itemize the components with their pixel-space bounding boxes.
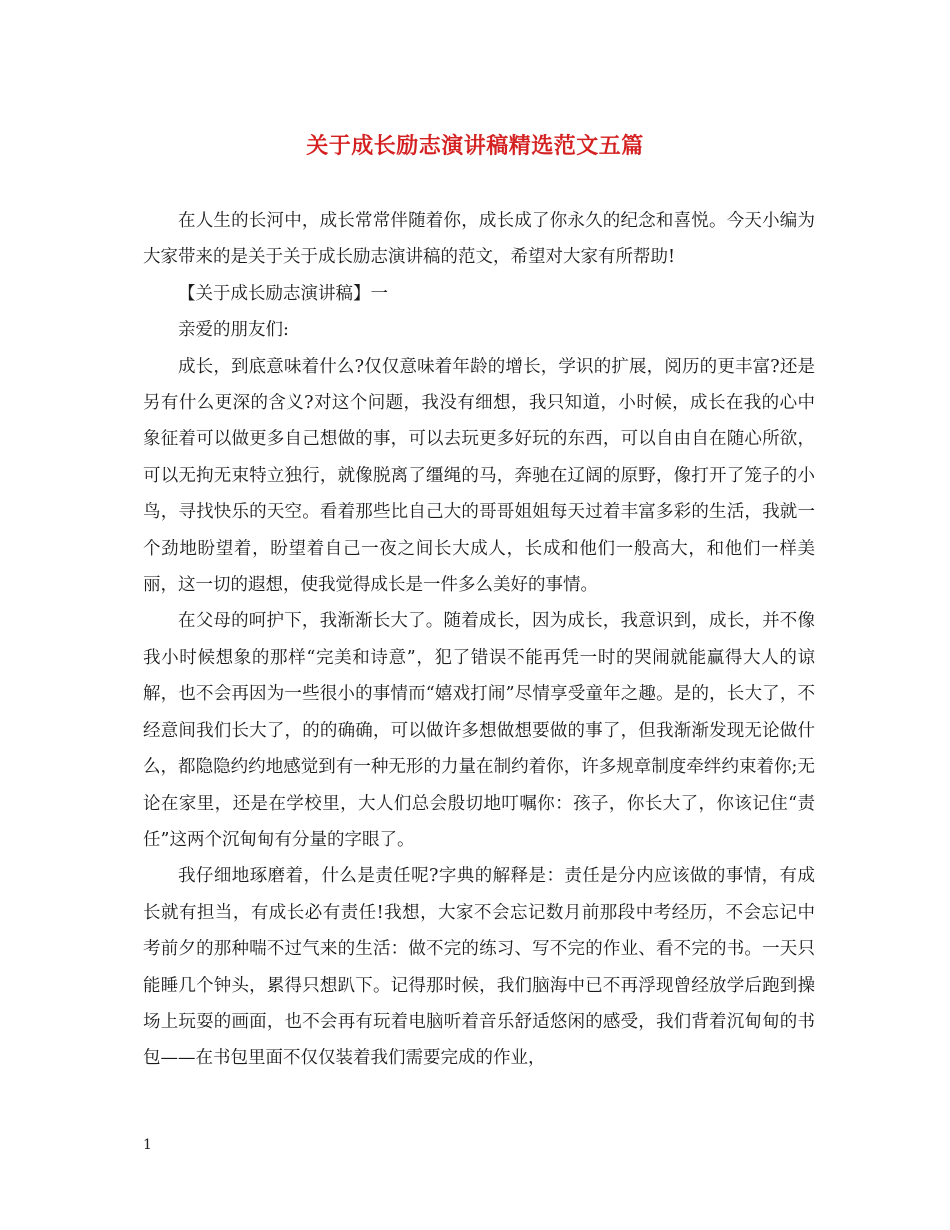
body-paragraph: 我仔细地琢磨着，什么是责任呢?字典的解释是：责任是分内应该做的事情，有成长就有担当，有成长必有责任!我想，大家不会忘记数月前那段中考经历，不会忘记中考前夕的那种喘不过气来的生活：做不完的练习、写不完的作业、看不完的书。一天只能睡几个钟头，累得只想趴下。记得那时候，我们脑海中已不再浮现曾经放学后跑到操场上玩耍的画面，也不会再有玩着电脑听着音乐舒适悠闲的感受，我们背着沉甸甸的书包——在书包里面不仅仅装着我们需要完成的作业， xyxy=(143,866,815,1069)
body-paragraph: 成长，到底意味着什么?仅仅意味着年龄的增长，学识的扩展，阅历的更丰富?还是另有什么更深的含义?对这个问题，我没有细想，我只知道，小时候，成长在我的心中象征着可以做更多自己想做的事，可以去玩更多好玩的东西，可以自由自在随心所欲，可以无拘无束特立独行，就像脱离了缰绳的马，奔驰在辽阔的原野，像打开了笼子的小鸟，寻找快乐的天空。看着那些比自己大的哥哥姐姐每天过着丰富多彩的生活，我就一个劲地盼望着，盼望着自己一夜之间长大成人，长成和他们一般高大，和他们一样美丽，这一切的遐想，使我觉得成长是一件多么美好的事情。 xyxy=(143,356,815,596)
document-body xyxy=(143,203,815,1077)
salutation: 亲爱的朋友们: xyxy=(178,320,289,341)
intro-paragraph: 在人生的长河中，成长常常伴随着你，成长成了你永久的纪念和喜悦。今天小编为大家带来的是关于关于成长励志演讲稿的范文，希望对大家有所帮助! xyxy=(143,211,815,268)
document-title: 关于成长励志演讲稿精选范文五篇 xyxy=(306,133,644,159)
body-paragraph: 在父母的呵护下，我渐渐长大了。随着成长，因为成长，我意识到，成长，并不像我小时候想象的那样“完美和诗意”，犯了错误不能再凭一时的哭闹就能赢得大人的谅解，也不会再因为一些很小的事情而“嬉戏打闹”尽情享受童年之趣。是的，长大了，不经意间我们长大了，的的确确，可以做许多想做想要做的事了，但我渐渐发现无论做什么，都隐隐约约地感觉到有一种无形的力量在制约着你，许多规章制度牵绊约束着你;无论在家里，还是在学校里，大人们总会殷切地叮嘱你：孩子，你长大了，你该记住“责任”这两个沉甸甸有分量的字眼了。 xyxy=(143,611,815,850)
section-heading: 【关于成长励志演讲稿】一 xyxy=(178,283,388,304)
page-number: 1 xyxy=(143,1137,152,1153)
